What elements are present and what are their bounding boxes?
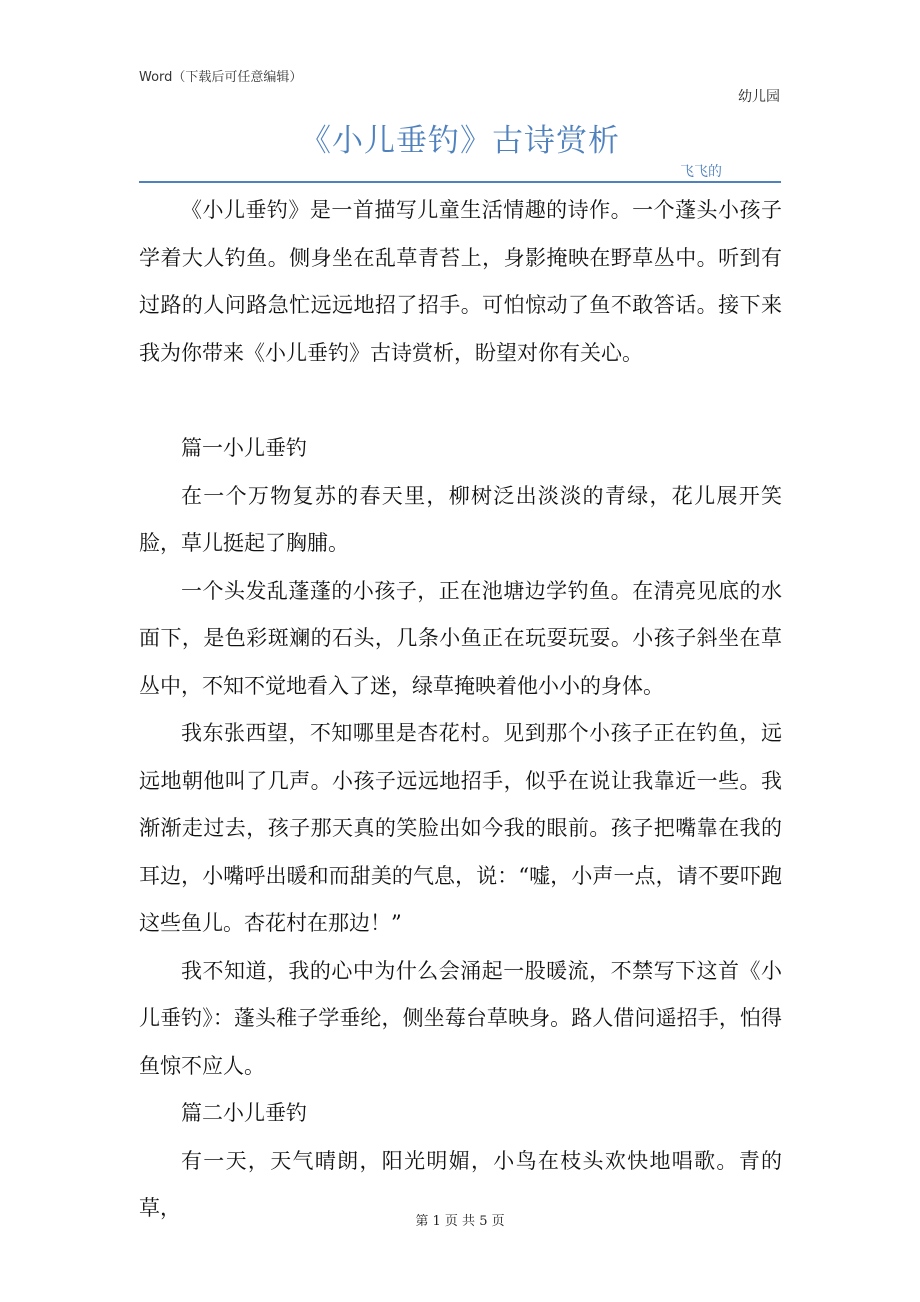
section-heading-2: 篇二小儿垂钓	[181, 1101, 307, 1125]
document-title: 《小儿垂钓》古诗赏析	[300, 123, 620, 159]
page-footer: 第 1 页 共 5 页	[415, 1214, 505, 1229]
title-divider	[139, 181, 781, 183]
header-note: Word（下载后可任意编辑）	[139, 70, 303, 85]
document-author: 飞飞的	[680, 164, 722, 180]
document-category: 幼儿园	[738, 89, 780, 105]
document-body	[139, 187, 782, 1233]
intro-paragraph: 《小儿垂钓》是一首描写儿童生活情趣的诗作。一个蓬头小孩子学着大人钓鱼。侧身坐在乱草青苔上，身影掩映在野草丛中。听到有过路的人问路急忙远远地招了招手。可怕惊动了鱼不敢答话。接下来我为你带来《小儿垂钓》古诗赏析，盼望对你有关心。	[139, 198, 782, 365]
section-heading-1: 篇一小儿垂钓	[181, 436, 307, 460]
body-paragraph: 在一个万物复苏的春天里，柳树泛出淡淡的青绿，花儿展开笑脸，草儿挺起了胸脯。	[139, 483, 782, 555]
body-paragraph: 一个头发乱蓬蓬的小孩子，正在池塘边学钓鱼。在清亮见底的水面下，是色彩斑斓的石头，几条小鱼正在玩耍玩耍。小孩子斜坐在草丛中，不知不觉地看入了迷，绿草掩映着他小小的身体。	[139, 578, 782, 698]
body-paragraph: 有一天，天气晴朗，阳光明媚，小鸟在枝头欢快地唱歌。青的草，	[139, 1148, 782, 1220]
body-paragraph: 我不知道，我的心中为什么会涌起一股暖流，不禁写下这首《小儿垂钓》：蓬头稚子学垂纶，侧坐莓台草映身。路人借问遥招手，怕得鱼惊不应人。	[139, 958, 782, 1078]
body-paragraph: 我东张西望，不知哪里是杏花村。见到那个小孩子正在钓鱼，远远地朝他叫了几声。小孩子远远地招手，似乎在说让我靠近一些。我渐渐走过去，孩子那天真的笑脸出如今我的眼前。孩子把嘴靠在我的耳边，小嘴呼出暖和而甜美的气息，说：“嘘，小声一点，请不要吓跑这些鱼儿。杏花村在那边！”	[139, 721, 782, 935]
